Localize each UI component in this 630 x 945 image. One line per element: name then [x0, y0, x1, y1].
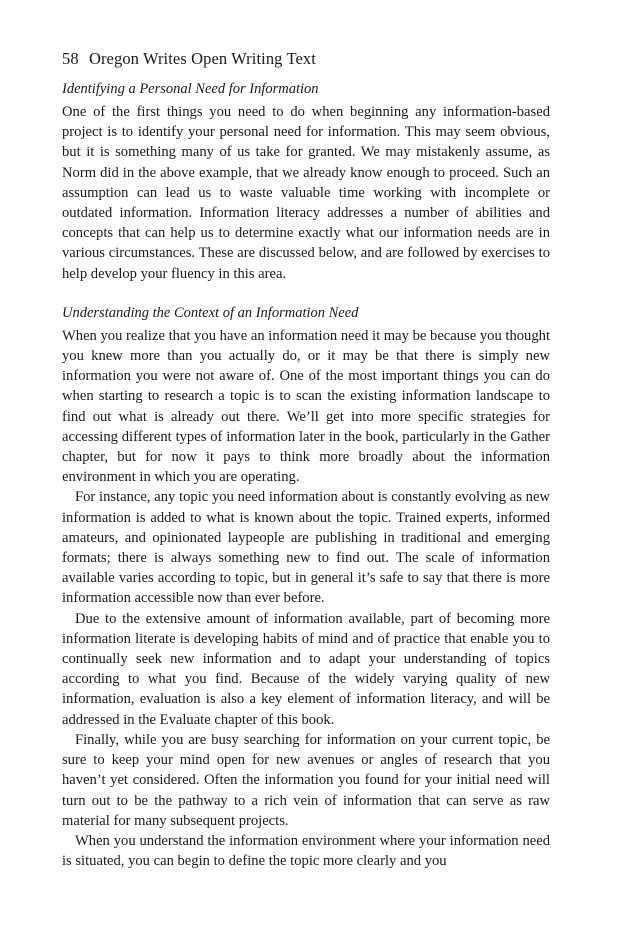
paragraph: When you realize that you have an information need it may be because you thought you knew more than you actually do, or it may be that there is simply new information you were not aware of. One of the most important things you can do when starting to research a topic is to scan the existing information landscape to find out what is already out there. We’ll get into more specific strategies for accessing different types of information later in the book, particularly in the Gather chapter, but for now it pays to think more broadly about the information environment in which you are operating.: [62, 327, 550, 486]
paragraph: Finally, while you are busy searching for information on your current topic, be sure to keep your mind open for new avenues or angles of research that you haven’t yet considered. Often the information you found for your initial need will turn out to be the pathway to a rich vein of information that can serve as raw material for many subsequent projects.: [62, 731, 550, 829]
section-heading: Understanding the Context of an Information Need: [62, 304, 359, 321]
section-heading: Identifying a Personal Need for Information: [62, 81, 319, 97]
paragraph: One of the first things you need to do when beginning any information-based project is to identify your personal need for information. This may seem obvious, but it is something many of us take for granted. We may mistakenly assume, as Norm did in the above example, that we already know enough to proceed. Such an assumption can lead us to waste valuable time working with incomplete or outdated information. Information literacy addresses a number of abilities and concepts that can help us to determine exactly what our information needs are in various circumstances. These are discussed below, and are followed by exercises to help develop your fluency in this area.: [62, 104, 550, 282]
section-spacer: [62, 284, 550, 303]
paragraph: For instance, any topic you need information about is constantly evolving as new information is added to what is known about the topic. Trained experts, informed amateurs, and opinionated laypeople are publishing in traditional and emerging formats; there is always something new to find out. The scale of information available varies according to topic, but in general it’s safe to say that there is more information accessible now than ever before.: [62, 489, 550, 607]
running-title: Oregon Writes Open Writing Text: [88, 49, 316, 68]
book-page: [62, 48, 550, 871]
running-header: [62, 48, 550, 70]
page-number: 58: [62, 49, 79, 68]
paragraph: When you understand the information environment where your information need is situated, you can begin to define the topic more clearly and you: [62, 832, 550, 870]
paragraph: Due to the extensive amount of information available, part of becoming more information literate is developing habits of mind and of practice that enable you to continually seek new information and to adapt your understanding of topics according to what you find. Because of the widely varying quality of new information, evaluation is also a key element of information literacy, and will be addressed in the Evaluate chapter of this book.: [62, 610, 550, 728]
section-identifying-need: [62, 79, 550, 284]
section-understanding-context: [62, 303, 550, 871]
